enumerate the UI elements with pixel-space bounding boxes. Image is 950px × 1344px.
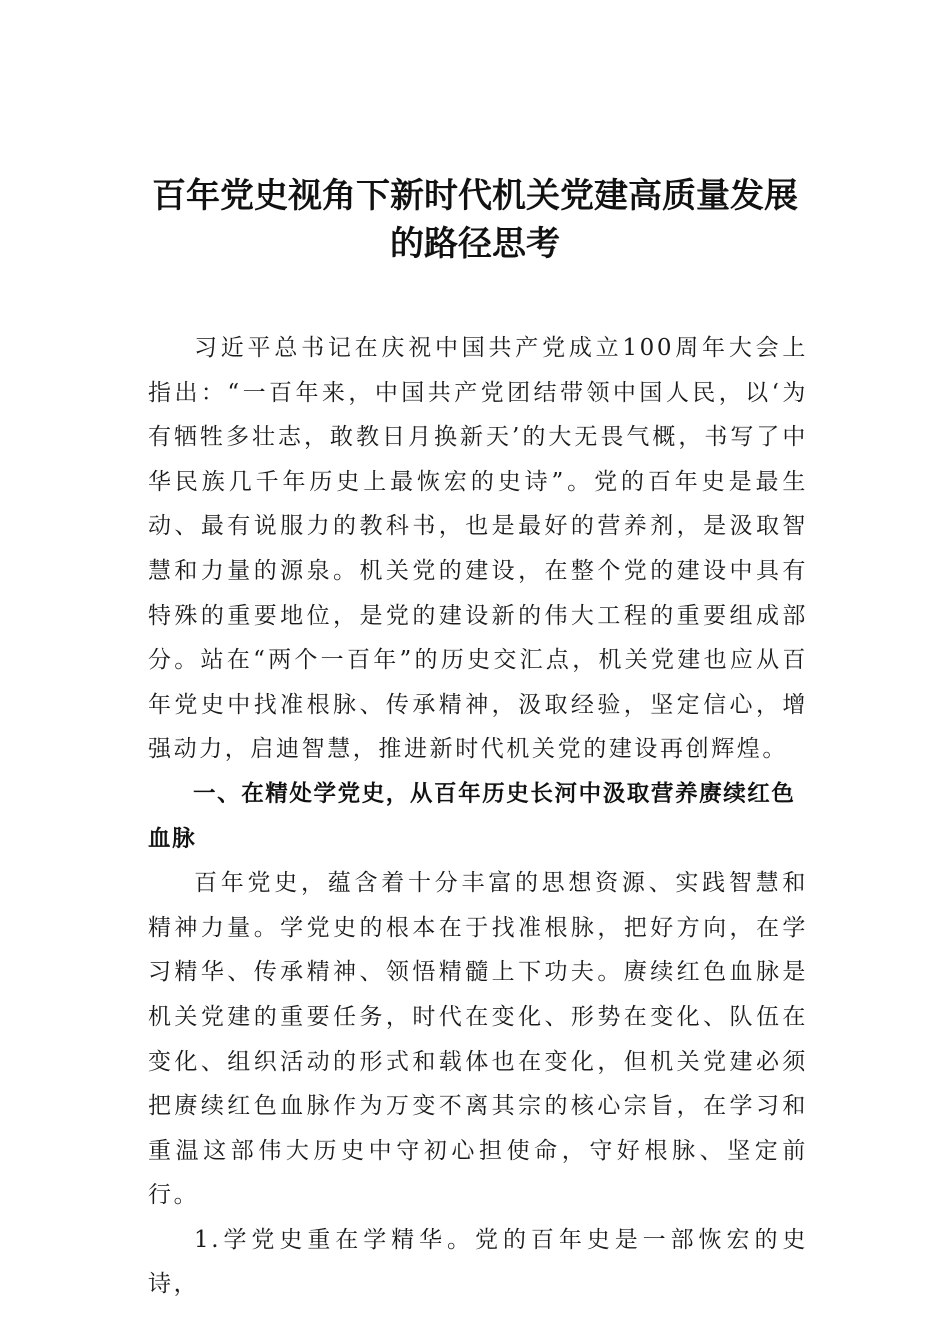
document-title: 百年党史视角下新时代机关党建高质量发展的路径思考: [152, 176, 798, 264]
section-heading-1: 一、在精处学党史，从百年历史长河中汲取营养赓续红色血脉: [148, 780, 796, 852]
intro-paragraph: 习近平总书记在庆祝中国共产党成立100周年大会上指出：“一百年来，中国共产党团结带领中国人民，以‘为有牺牲多壮志，敢教日月换新天’的大无畏气概，书写了中华民族几千年历史上最恢宏的史诗”。党的百年史是最生动、最有说服力的教科书，也是最好的营养剂，是汲取智慧和力量的源泉。机关党的建设，在整个党的建设中具有特殊的重要地位，是党的建设新的伟大工程的重要组成部分。站在“两个一百年”的历史交汇点，机关党建也应从百年党史中找准根脉、传承精神，汲取经验，坚定信心，增强动力，启迪智慧，推进新时代机关党的建设再创辉煌。: [148, 335, 808, 763]
document-body: [148, 326, 808, 1307]
subsection-1-paragraph: 1.学党史重在学精华。党的百年史是一部恢宏的史诗，: [148, 1226, 808, 1298]
section-1-paragraph: 百年党史，蕴含着十分丰富的思想资源、实践智慧和精神力量。学党史的根本在于找准根脉，把好方向，在学习精华、传承精神、领悟精髓上下功夫。赓续红色血脉是机关党建的重要任务，时代在变化、形势在变化、队伍在变化、组织活动的形式和载体也在变化，但机关党建必须把赓续红色血脉作为万变不离其宗的核心宗旨，在学习和重温这部伟大历史中守初心担使命，守好根脉、坚定前行。: [148, 870, 808, 1209]
